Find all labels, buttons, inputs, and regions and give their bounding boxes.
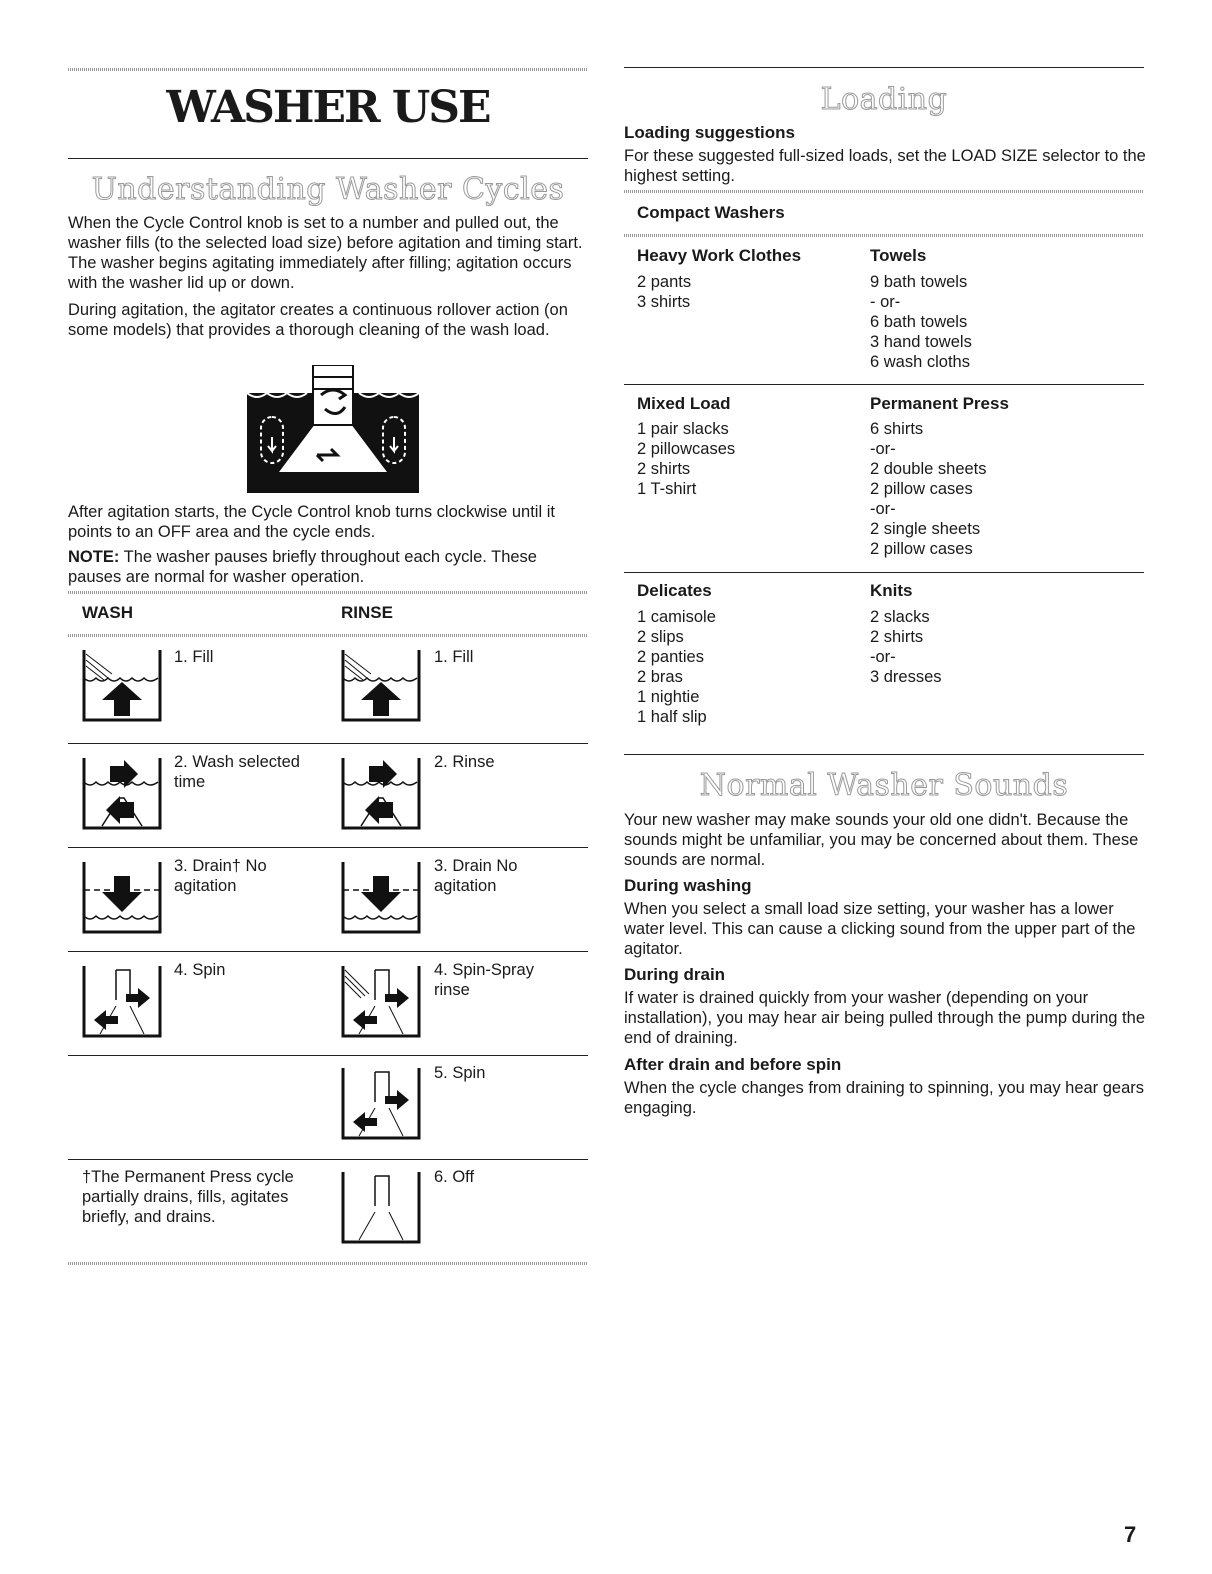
group-heading: Towels xyxy=(870,246,927,265)
group-heading: Mixed Load xyxy=(637,394,731,413)
fill-icon xyxy=(82,650,162,722)
group-heading: Permanent Press xyxy=(870,394,1009,413)
list-item: 2 panties xyxy=(637,648,704,666)
spin-icon xyxy=(82,966,162,1038)
top-dotted-rule xyxy=(68,68,588,71)
list-item: 1 camisole xyxy=(637,608,716,626)
list-item: 2 single sheets xyxy=(870,520,981,538)
wash-step-3: 3. Drain† No agitation xyxy=(174,857,267,895)
loading-paragraph: For these suggested full-sized loads, set the LOAD SIZE selector to the highest setting. xyxy=(624,147,1146,185)
sound-heading: During drain xyxy=(624,965,726,984)
list-item: 2 bras xyxy=(637,668,683,686)
row-rule xyxy=(68,743,588,744)
list-item: 3 hand towels xyxy=(870,333,972,351)
load-list xyxy=(637,272,691,312)
rinse-header: RINSE xyxy=(341,603,393,622)
load-list xyxy=(870,419,987,559)
sound-heading: During washing xyxy=(624,876,752,895)
list-item: 6 bath towels xyxy=(870,313,968,331)
section-title-cycles: Understanding Washer Cycles xyxy=(91,172,565,207)
note-label: NOTE: xyxy=(68,548,120,566)
group-rule xyxy=(624,572,1144,573)
list-item: 2 shirts xyxy=(870,628,924,646)
rinse-step-6: 6. Off xyxy=(434,1168,475,1186)
drain-icon xyxy=(341,862,421,934)
rinse-step-2: 2. Rinse xyxy=(434,753,495,771)
list-item: -or- xyxy=(870,500,896,518)
list-item: 2 shirts xyxy=(637,460,691,478)
sound-heading: After drain and before spin xyxy=(624,1055,842,1074)
list-item: -or- xyxy=(870,648,896,666)
off-icon xyxy=(341,1172,421,1244)
section-title-sounds: Normal Washer Sounds xyxy=(699,768,1069,803)
compact-washers-heading: Compact Washers xyxy=(637,203,785,222)
list-item: 3 dresses xyxy=(870,668,942,686)
cycles-paragraph-3: After agitation starts, the Cycle Control knob turns clockwise until it points to an OFF area and the cycle ends. xyxy=(68,503,555,541)
load-list xyxy=(637,607,716,727)
group-heading: Heavy Work Clothes xyxy=(637,246,802,265)
load-list xyxy=(870,607,942,687)
agitate-icon xyxy=(341,758,421,830)
list-item: 2 double sheets xyxy=(870,460,987,478)
list-item: 1 nightie xyxy=(637,688,700,706)
sounds-intro: Your new washer may make sounds your old one didn't. Because the sounds might be unfamiliar, you may be concerned about them. These sounds are normal. xyxy=(624,811,1139,869)
page-number: 7 xyxy=(1124,1522,1137,1547)
wash-table-top-rule xyxy=(68,591,588,594)
load-list xyxy=(870,272,972,372)
group-heading: Knits xyxy=(870,581,913,600)
list-item: 2 pants xyxy=(637,273,692,291)
footnote: †The Permanent Press cycle partially drains, fills, agitates briefly, and drains. xyxy=(82,1168,294,1226)
sound-text: If water is drained quickly from your washer (depending on your installation), you may hear air being pulled through the pump during the end of draining. xyxy=(624,989,1145,1047)
section-title-loading: Loading xyxy=(820,82,948,117)
loading-dotted-rule xyxy=(624,190,1144,193)
list-item: 6 wash cloths xyxy=(870,353,970,371)
rinse-step-1: 1. Fill xyxy=(434,648,474,666)
list-item: 9 bath towels xyxy=(870,273,968,291)
wash-step-4: 4. Spin xyxy=(174,961,226,979)
row-rule xyxy=(68,1055,588,1056)
list-item: 2 pillow cases xyxy=(870,480,973,498)
spin-spray-icon xyxy=(341,966,421,1038)
cycles-paragraph-1: When the Cycle Control knob is set to a number and pulled out, the washer fills (to the selected load size) before agitation and timing start. The washer begins agitating immediately after filling; agitation occurs with the washer lid up or down. xyxy=(68,214,583,292)
list-item: 1 half slip xyxy=(637,708,707,726)
fill-icon xyxy=(341,650,421,722)
list-item: 6 shirts xyxy=(870,420,924,438)
agitator-illustration xyxy=(247,365,419,493)
list-item: 2 slips xyxy=(637,628,684,646)
wash-header: WASH xyxy=(82,603,133,622)
list-item: 2 slacks xyxy=(870,608,930,626)
loading-top-rule xyxy=(624,67,1144,68)
list-item: 1 T-shirt xyxy=(637,480,697,498)
loading-suggestions-heading: Loading suggestions xyxy=(624,123,795,142)
rinse-step-3: 3. Drain No agitation xyxy=(434,857,518,895)
row-rule xyxy=(68,951,588,952)
title-rule xyxy=(68,158,588,159)
note-paragraph xyxy=(68,547,590,587)
list-item: 2 pillowcases xyxy=(637,440,736,458)
load-list xyxy=(637,419,735,499)
list-item: 1 pair slacks xyxy=(637,420,729,438)
list-item: - or- xyxy=(870,293,901,311)
list-item: 3 shirts xyxy=(637,293,691,311)
bottom-dotted-rule xyxy=(68,1262,588,1265)
note-text: The washer pauses briefly throughout each cycle. These pauses are normal for washer operation. xyxy=(68,548,537,586)
compact-dotted-rule xyxy=(624,234,1144,237)
wash-table-header-rule xyxy=(68,634,588,637)
sounds-top-rule xyxy=(624,754,1144,755)
sound-text: When the cycle changes from draining to spinning, you may hear gears engaging. xyxy=(624,1079,1145,1117)
sound-text: When you select a small load size setting, your washer has a lower water level. This can cause a clicking sound from the upper part of the agitator. xyxy=(624,900,1136,958)
wash-step-1: 1. Fill xyxy=(174,648,214,666)
group-heading: Delicates xyxy=(637,581,712,600)
rinse-step-4: 4. Spin-Spray rinse xyxy=(434,961,534,999)
list-item: -or- xyxy=(870,440,896,458)
wash-step-2: 2. Wash selected time xyxy=(174,753,300,791)
row-rule xyxy=(68,847,588,848)
drain-icon xyxy=(82,862,162,934)
row-rule xyxy=(68,1159,588,1160)
rinse-step-5: 5. Spin xyxy=(434,1064,486,1082)
cycles-paragraph-2: During agitation, the agitator creates a continuous rollover action (on some models) that provides a thorough cleaning of the wash load. xyxy=(68,301,568,339)
page-title: WASHER USE xyxy=(166,82,490,133)
group-rule xyxy=(624,384,1144,385)
list-item: 2 pillow cases xyxy=(870,540,973,558)
spin-icon xyxy=(341,1068,421,1140)
agitate-icon xyxy=(82,758,162,830)
